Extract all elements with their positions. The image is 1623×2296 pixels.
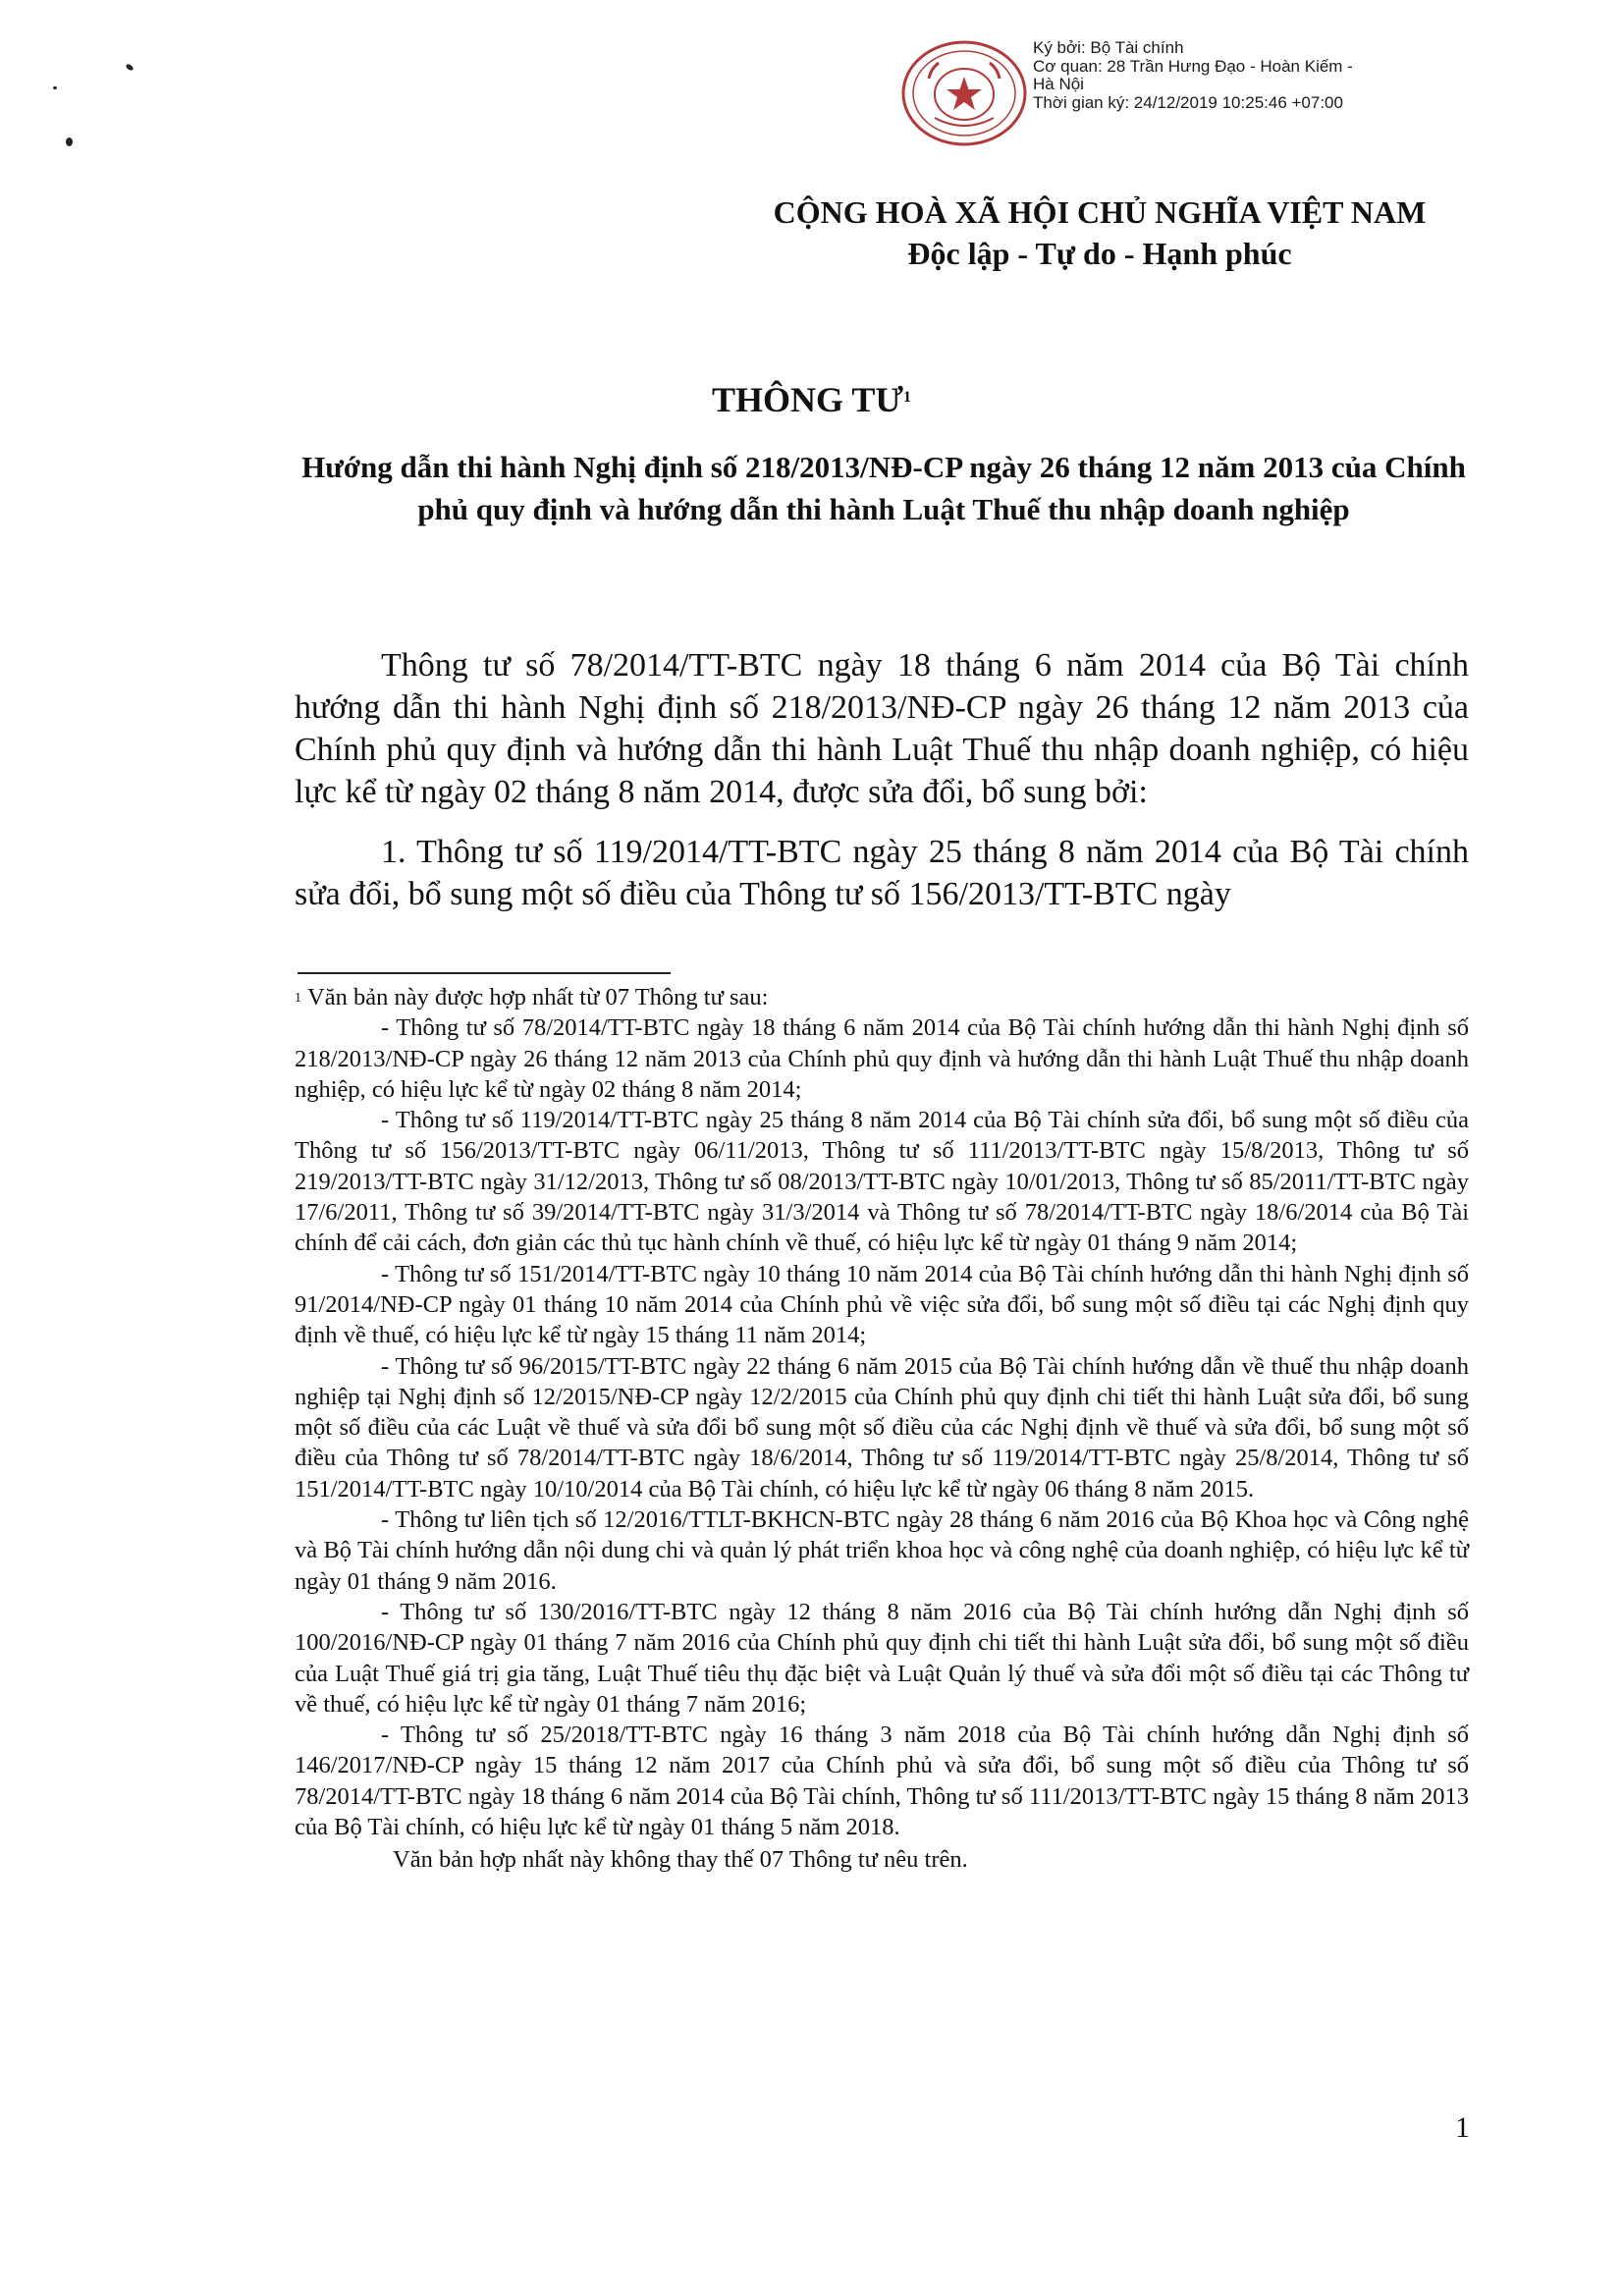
body-paragraph: 1. Thông tư số 119/2014/TT-BTC ngày 25 tháng 8 năm 2014 của Bộ Tài chính sửa đổi, bổ sung một số điều của Thông tư số 156/2013/TT-BTC ngày <box>295 834 1469 912</box>
title-footnote-mark: 1 <box>903 389 912 406</box>
national-title: CỘNG HOÀ XÃ HỘI CHỦ NGHĨA VIỆT NAM <box>773 194 1427 230</box>
seal-graphic <box>903 42 1025 144</box>
scan-speck <box>125 63 134 72</box>
digital-signature <box>901 39 1451 147</box>
footnote-item: - Thông tư số 130/2016/TT-BTC ngày 12 tháng 8 năm 2016 của Bộ Tài chính hướng dẫn Nghị định số 100/2016/NĐ-CP ngày 01 tháng 7 năm 2016 của Chính phủ quy định chi tiết thi hành Luật sửa đổi, bổ sung một số điều của Luật Thuế giá trị gia tăng, Luật Thuế tiêu thụ đặc biệt và Luật Quản lý thuế và sửa đổi một số điều tại các Thông tư về thuế, có hiệu lực kể từ ngày 01 tháng 7 năm 2016; <box>295 1598 1469 1718</box>
document-title <box>157 378 1466 421</box>
document-title-text: THÔNG TƯ <box>711 380 904 419</box>
national-motto: Độc lập - Tự do - Hạnh phúc <box>907 236 1292 271</box>
signature-time: Thời gian ký: 24/12/2019 10:25:46 +07:00 <box>1033 92 1343 112</box>
footnote-item: - Thông tư số 96/2015/TT-BTC ngày 22 tháng 6 năm 2015 của Bộ Tài chính hướng dẫn về thuế thu nhập doanh nghiệp tại Nghị định số 12/2015/NĐ-CP ngày 12/2/2015 của Chính phủ quy định chi tiết thi hành Luật sửa đổi, bổ sung một số điều của các Luật về thuế và sửa đổi bổ sung một số điều của các Nghị định về thuế và sửa đổi, bổ sung một số điều của Thông tư số 78/2014/TT-BTC ngày 18/6/2014, Thông tư số 119/2014/TT-BTC ngày 25/8/2014, Thông tư số 151/2014/TT-BTC ngày 10/10/2014 của Bộ Tài chính, có hiệu lực kể từ ngày 06 tháng 8 năm 2015. <box>295 1352 1469 1503</box>
footnotes <box>295 982 1469 1876</box>
signature-agency: Cơ quan: 28 Trần Hưng Đạo - Hoàn Kiếm - <box>1033 56 1353 76</box>
scan-speck <box>53 86 57 89</box>
ministry-seal-icon <box>901 39 1027 147</box>
footnote-item: - Thông tư liên tịch số 12/2016/TTLT-BKHCN-BTC ngày 28 tháng 6 năm 2016 của Bộ Khoa học và Công nghệ và Bộ Tài chính hướng dẫn nội dung chi và quản lý phát triển khoa học và công nghệ của doanh nghiệp, có hiệu lực kể từ ngày 01 tháng 9 năm 2016. <box>295 1506 1469 1595</box>
footnote-mark: 1 <box>295 991 301 1006</box>
footnote-item: - Thông tư số 119/2014/TT-BTC ngày 25 tháng 8 năm 2014 của Bộ Tài chính sửa đổi, bổ sung một số điều của Thông tư số 156/2013/TT-BTC ngày 06/11/2013, Thông tư số 111/2013/TT-BTC ngày 15/8/2013, Thông tư số 219/2013/TT-BTC ngày 31/12/2013, Thông tư số 08/2013/TT-BTC ngày 10/01/2013, Thông tư số 85/2011/TT-BTC ngày 17/6/2011, Thông tư số 39/2014/TT-BTC ngày 31/3/2014 và Thông tư số 78/2014/TT-BTC ngày 18/6/2014 của Bộ Tài chính để cải cách, đơn giản các thủ tục hành chính về thuế, có hiệu lực kể từ ngày 01 tháng 9 năm 2014; <box>295 1107 1469 1257</box>
footnote-item: - Thông tư số 78/2014/TT-BTC ngày 18 tháng 6 năm 2014 của Bộ Tài chính hướng dẫn thi hành Nghị định số 218/2013/NĐ-CP ngày 26 tháng 12 năm 2013 của Chính phủ quy định và hướng dẫn thi hành Luật Thuế thu nhập doanh nghiệp, có hiệu lực kể từ ngày 02 tháng 8 năm 2014; <box>295 1014 1469 1103</box>
signature-agency-city: Hà Nội <box>1033 75 1084 93</box>
signature-signed-by: Ký bởi: Bộ Tài chính <box>1033 38 1184 57</box>
footnote-item: - Thông tư số 151/2014/TT-BTC ngày 10 tháng 10 năm 2014 của Bộ Tài chính hướng dẫn thi hành Nghị định số 91/2014/NĐ-CP ngày 01 tháng 10 năm 2014 của Chính phủ về việc sửa đổi, bổ sung một số điều tại các Nghị định quy định về thuế, có hiệu lực kể từ ngày 15 tháng 11 năm 2014; <box>295 1260 1469 1349</box>
footnote-intro-text: Văn bản này được hợp nhất từ 07 Thông tư sau: <box>307 984 769 1011</box>
footnote-item: - Thông tư số 25/2018/TT-BTC ngày 16 tháng 3 năm 2018 của Bộ Tài chính hướng dẫn Nghị định số 146/2017/NĐ-CP ngày 15 tháng 12 năm 2017 của Chính phủ và sửa đổi, bổ sung một số điều của Thông tư số 78/2014/TT-BTC ngày 18 tháng 6 năm 2014 của Bộ Tài chính, Thông tư số 111/2013/TT-BTC ngày 15 tháng 8 năm 2013 của Bộ Tài chính, có hiệu lực kể từ ngày 01 tháng 5 năm 2018. <box>295 1722 1469 1841</box>
page-number: 1 <box>1455 2111 1470 2144</box>
body-paragraph: Thông tư số 78/2014/TT-BTC ngày 18 tháng 6 năm 2014 của Bộ Tài chính hướng dẫn thi hành Nghị định số 218/2013/NĐ-CP ngày 26 tháng 12 năm 2013 của Chính phủ quy định và hướng dẫn thi hành Luật Thuế thu nhập doanh nghiệp, có hiệu lực kể từ ngày 02 tháng 8 năm 2014, được sửa đổi, bổ sung bởi: <box>295 647 1469 810</box>
scan-speck <box>66 137 73 146</box>
footnote-intro <box>295 982 1469 1012</box>
footnote-separator <box>298 972 671 974</box>
signature-details <box>1033 39 1353 112</box>
footnote-closing: Văn bản hợp nhất này không thay thế 07 Thông tư nêu trên. <box>393 1846 968 1874</box>
document-subtitle: Hướng dẫn thi hành Nghị định số 218/2013/NĐ-CP ngày 26 tháng 12 năm 2013 của Chính phủ quy định và hướng dẫn thi hành Luật Thuế thu nhập doanh nghiệp <box>301 450 1466 526</box>
